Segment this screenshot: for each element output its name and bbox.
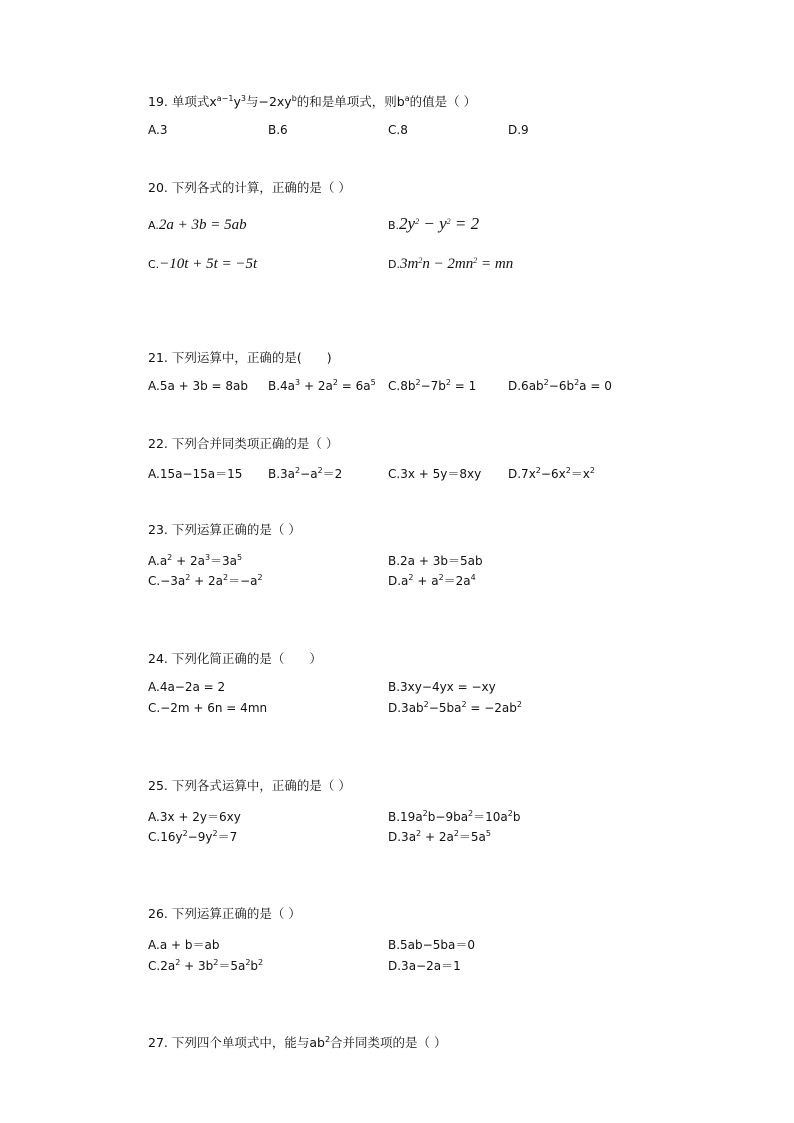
formula-part: D.a	[388, 574, 409, 588]
exponent: 2	[438, 573, 444, 582]
option-d	[388, 256, 513, 273]
formula-part: ＝5a	[458, 830, 486, 844]
exponent: 2	[295, 466, 301, 475]
exponent: 2	[422, 809, 428, 818]
stem-text: 的和是单项式，则b	[296, 94, 405, 109]
exponent: 2	[245, 958, 251, 967]
stem-text: 合并同类项的是（ ）	[330, 1035, 447, 1050]
option-b: B.3xy−4yx = −xy	[388, 680, 496, 694]
formula-part: ＝x	[570, 467, 590, 481]
exponent: 2	[423, 700, 429, 709]
stem-text: 与−2xy	[245, 94, 292, 109]
exponent: 2	[185, 573, 191, 582]
formula-part: ＝−a	[228, 574, 258, 588]
option-label: C.	[148, 258, 160, 271]
formula-part: − y	[419, 214, 447, 233]
exponent: 5	[370, 378, 376, 387]
formula-part: a = 0	[579, 379, 612, 393]
exponent: 2	[415, 217, 420, 226]
exponent: 2	[415, 378, 421, 387]
formula-part: ＝3a	[210, 554, 238, 568]
formula-part: B.4a	[268, 379, 296, 393]
formula-part: −7b	[420, 379, 446, 393]
exponent: 2	[213, 958, 219, 967]
exponent: 2	[182, 829, 188, 838]
formula-part: = 2	[450, 214, 480, 233]
exponent: 3	[295, 378, 301, 387]
question-number: 19.	[148, 94, 168, 109]
option-b	[268, 379, 376, 393]
option-formula	[400, 256, 513, 272]
option-a: A.4a−2a = 2	[148, 680, 226, 694]
exponent: 2	[453, 829, 459, 838]
formula-part: D.3a	[388, 830, 417, 844]
formula-part: C.8b	[388, 379, 416, 393]
stem-text: 单项式x	[167, 94, 217, 109]
exponent: 2	[175, 958, 181, 967]
exponent: 2	[324, 1035, 331, 1044]
exponent: 2	[446, 217, 451, 226]
option-b	[388, 214, 479, 234]
question-20-stem: 20. 下列各式的计算，正确的是（ ）	[148, 180, 351, 195]
formula-part: = 6a	[337, 379, 371, 393]
option-a: A.15a−15a＝15	[148, 467, 243, 481]
exponent: 2	[473, 256, 478, 265]
option-c	[148, 256, 257, 273]
formula-part: C.−3a	[148, 574, 186, 588]
option-formula: −10t + 5t = −5t	[159, 256, 258, 272]
question-23-stem: 23. 下列运算正确的是（ ）	[148, 522, 301, 537]
formula-part: −a	[300, 467, 318, 481]
option-d	[388, 572, 476, 589]
formula-part: = −2ab	[466, 701, 517, 715]
formula-part: B.19a	[388, 810, 423, 824]
option-b: B.5ab−5ba＝0	[388, 938, 475, 952]
exponent: 2	[516, 700, 522, 709]
exponent: 2	[543, 378, 549, 387]
formula-part: b−9ba	[427, 810, 469, 824]
exponent: 2	[445, 378, 451, 387]
option-a: A.3	[148, 123, 168, 137]
exponent: 2	[565, 466, 571, 475]
formula-part: + 2a	[190, 574, 224, 588]
option-d	[508, 379, 612, 393]
formula-part: B.3a	[268, 467, 296, 481]
question-21-stem: 21. 下列运算中，正确的是( )	[148, 350, 332, 365]
exponent: 2	[535, 466, 541, 475]
exponent: 2	[589, 466, 595, 475]
exponent: b	[291, 94, 297, 103]
formula-part: 2y	[399, 214, 416, 233]
exponent: 2	[416, 829, 422, 838]
option-a: A.5a + 3b = 8ab	[148, 379, 249, 393]
formula-part: −6x	[540, 467, 566, 481]
option-a: A.a + b＝ab	[148, 938, 220, 952]
option-d: D.3a−2a＝1	[388, 959, 461, 973]
formula-part: n − 2mn	[422, 256, 474, 272]
formula-part: D.3ab	[388, 701, 424, 715]
question-22-stem: 22. 下列合并同类项正确的是（ ）	[148, 436, 339, 451]
option-c: C.−2m + 6n = 4mn	[148, 701, 268, 715]
exponent: 4	[470, 573, 476, 582]
exponent: 2	[461, 700, 467, 709]
exponent: a	[404, 94, 410, 103]
stem-text: 的值是（ ）	[409, 94, 477, 109]
exponent: 2	[507, 809, 513, 818]
option-a: A.3x + 2y＝6xy	[148, 810, 241, 824]
formula-part: + 2a	[300, 379, 333, 393]
exponent: 2	[408, 573, 414, 582]
formula-part: C.16y	[148, 830, 183, 844]
exponent: 2	[332, 378, 338, 387]
formula-part: D.7x	[508, 467, 536, 481]
formula-part: ＝10a	[473, 810, 508, 824]
option-b	[388, 808, 520, 825]
option-c	[388, 379, 476, 393]
exponent: 2	[418, 256, 423, 265]
option-label: B.	[388, 219, 400, 232]
option-label: D.	[388, 258, 400, 271]
formula-part: −6b	[548, 379, 575, 393]
option-formula: 2a + 3b = 5ab	[158, 217, 247, 233]
option-c	[148, 957, 263, 974]
exponent: 2	[167, 553, 173, 562]
exponent: 5	[485, 829, 491, 838]
question-24-stem: 24. 下列化简正确的是（ ）	[148, 651, 322, 666]
question-19-stem	[148, 92, 476, 110]
formula-part: + a	[413, 574, 439, 588]
exponent: 2	[574, 378, 580, 387]
option-b: B.2a + 3b＝5ab	[388, 554, 483, 568]
formula-part: = 1	[450, 379, 477, 393]
option-c	[148, 572, 263, 589]
stem-text: y	[233, 94, 241, 109]
stem-text: 27. 下列四个单项式中，能与ab	[148, 1035, 325, 1050]
formula-part: A.a	[148, 554, 168, 568]
option-a	[148, 552, 242, 569]
formula-part: ＝7	[217, 830, 238, 844]
formula-part: 3m	[399, 256, 419, 272]
exponent: 2	[258, 958, 264, 967]
option-a	[148, 217, 247, 234]
option-c	[148, 828, 237, 845]
option-b	[268, 465, 342, 482]
exponent: 3	[240, 94, 246, 103]
formula-part: b	[512, 810, 521, 824]
formula-part: −9y	[187, 830, 213, 844]
option-c: C.3x + 5y＝8xy	[388, 467, 482, 481]
formula-part: = mn	[477, 256, 514, 272]
exponent: 2	[212, 829, 218, 838]
formula-part: + 2a	[172, 554, 205, 568]
question-27-stem	[148, 1033, 447, 1051]
option-label: A.	[148, 219, 159, 232]
option-d	[508, 465, 595, 482]
formula-part: −5ba	[428, 701, 462, 715]
exponent: 2	[223, 573, 229, 582]
option-d	[388, 828, 491, 845]
option-formula	[399, 214, 479, 233]
formula-part: ＝5a	[218, 959, 246, 973]
formula-part: C.2a	[148, 959, 176, 973]
formula-part: + 2a	[421, 830, 454, 844]
formula-part: + 3b	[180, 959, 214, 973]
exponent: a−1	[216, 94, 234, 103]
question-25-stem: 25. 下列各式运算中，正确的是（ ）	[148, 778, 351, 793]
formula-part: b	[250, 959, 259, 973]
formula-part: ＝2a	[443, 574, 471, 588]
option-c: C.8	[388, 123, 408, 137]
exponent: 2	[468, 809, 474, 818]
exponent: 3	[204, 553, 211, 562]
formula-part: D.6ab	[508, 379, 544, 393]
exponent: 2	[317, 466, 323, 475]
exponent: 2	[257, 573, 263, 582]
option-d	[388, 701, 522, 715]
exponent: 5	[237, 553, 243, 562]
option-b: B.6	[268, 123, 288, 137]
formula-part: ＝2	[322, 467, 343, 481]
question-26-stem: 26. 下列运算正确的是（ ）	[148, 906, 301, 921]
option-d: D.9	[508, 123, 529, 137]
